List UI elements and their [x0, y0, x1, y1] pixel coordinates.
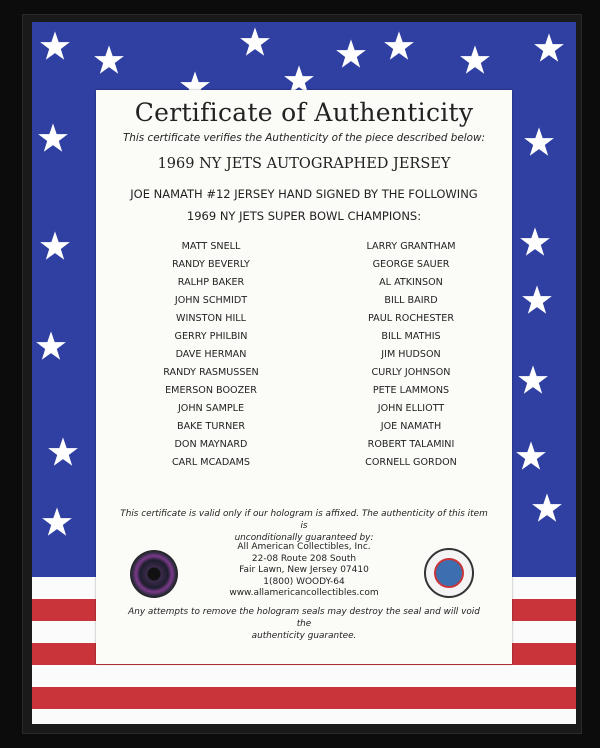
- warning-line: authenticity guarantee.: [251, 631, 357, 641]
- warning-line: Any attempts to remove the hologram seals may destroy the seal and will void the: [128, 607, 480, 629]
- star-icon: [38, 30, 72, 64]
- star-icon: [532, 32, 566, 66]
- star-icon: [518, 226, 552, 260]
- signer-name: RANDY RASMUSSEN: [163, 367, 259, 378]
- signer-name: JOHN SCHMIDT: [174, 295, 248, 306]
- signer-name: CORNELL GORDON: [365, 457, 457, 468]
- company-phone: 1(800) WOODY-64: [263, 576, 345, 587]
- signer-name: BILL MATHIS: [381, 331, 441, 342]
- company-address: Fair Lawn, New Jersey 07410: [239, 565, 369, 575]
- star-icon: [46, 436, 80, 470]
- signer-name: AL ATKINSON: [379, 277, 443, 288]
- star-icon: [92, 44, 126, 78]
- signer-name: PAUL ROCHESTER: [367, 313, 455, 324]
- signers-left-column: [126, 238, 296, 472]
- description-line: JOE NAMATH #12 JERSEY HAND SIGNED BY THE FOLLOWING: [130, 187, 478, 201]
- star-icon: [458, 44, 492, 78]
- company-seal: [424, 548, 474, 598]
- signer-name: JIM HUDSON: [381, 349, 441, 360]
- signer-name: BILL BAIRD: [384, 295, 438, 306]
- star-icon: [514, 440, 548, 474]
- signer-name: JOHN SAMPLE: [177, 403, 245, 414]
- signer-name: LARRY GRANTHAM: [366, 241, 456, 252]
- star-icon: [520, 284, 554, 318]
- certificate-card: [96, 90, 512, 664]
- star-icon: [334, 38, 368, 72]
- company-website: www.allamericancollectibles.com: [229, 588, 379, 598]
- certificate-intro: This certificate verifies the Authenticity of the piece described below:: [122, 132, 486, 144]
- signer-name: DAVE HERMAN: [175, 349, 247, 360]
- signer-name: BAKE TURNER: [177, 421, 245, 432]
- item-description: [96, 183, 512, 227]
- signer-name: WINSTON HILL: [176, 313, 246, 324]
- signer-name: PETE LAMMONS: [372, 385, 450, 396]
- company-name: All American Collectibles, Inc.: [237, 542, 371, 552]
- star-icon: [382, 30, 416, 64]
- star-icon: [238, 26, 272, 60]
- star-icon: [34, 330, 68, 364]
- validity-statement: [116, 508, 492, 544]
- validity-line: unconditionally guaranteed by:: [234, 533, 374, 543]
- signer-name: JOHN ELLIOTT: [377, 403, 445, 414]
- star-icon: [36, 122, 70, 156]
- item-name: 1969 NY JETS AUTOGRAPHED JERSEY: [157, 156, 451, 172]
- star-icon: [530, 492, 564, 526]
- signer-name: RALHP BAKER: [177, 277, 245, 288]
- signers-right-column: [326, 238, 496, 472]
- star-icon: [516, 364, 550, 398]
- signer-name: GERRY PHILBIN: [174, 331, 248, 342]
- signer-name: MATT SNELL: [181, 241, 241, 252]
- validity-line: This certificate is valid only if our hologram is affixed. The authenticity of this item is: [120, 509, 488, 531]
- signer-name: DON MAYNARD: [174, 439, 248, 450]
- signer-name: EMERSON BOOZER: [165, 385, 257, 396]
- star-icon: [38, 230, 72, 264]
- star-icon: [522, 126, 556, 160]
- signer-name: CARL MCADAMS: [171, 457, 250, 468]
- star-icon: [40, 506, 74, 540]
- warning-statement: [121, 606, 487, 642]
- company-address: 22-08 Route 208 South: [251, 553, 357, 564]
- signer-name: CURLY JOHNSON: [371, 367, 451, 378]
- signer-name: ROBERT TALAMINI: [367, 439, 455, 450]
- signer-name: GEORGE SAUER: [372, 259, 450, 270]
- certificate-title: Certificate of Authenticity: [134, 98, 474, 127]
- seal-emblem-icon: [434, 558, 464, 588]
- signer-name: JOE NAMATH: [380, 421, 442, 432]
- signer-name: RANDY BEVERLY: [172, 259, 250, 270]
- description-line: 1969 NY JETS SUPER BOWL CHAMPIONS:: [186, 209, 422, 223]
